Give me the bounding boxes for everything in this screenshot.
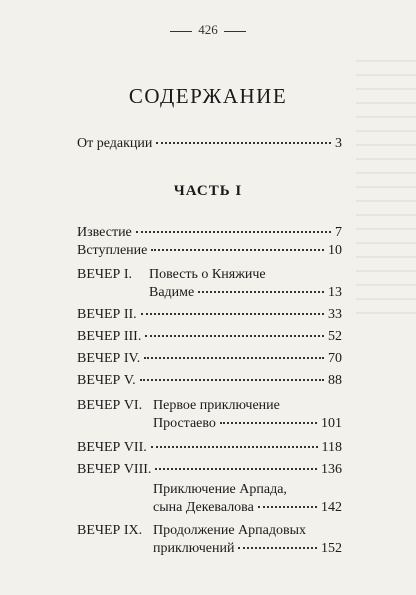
part-heading: ЧАСТЬ I	[173, 183, 243, 199]
leader-dots	[198, 291, 324, 293]
toc-entry-page: 136	[321, 462, 342, 477]
toc-entry-page: 142	[321, 500, 342, 515]
evening-title-line: Продолжение Арпадовых	[153, 523, 306, 538]
toc-entry-page: 13	[328, 285, 342, 300]
page-number-text: 426	[198, 22, 218, 37]
toc-entry-vstuplenie[interactable]	[77, 243, 342, 259]
toc-entry-evening-3[interactable]	[77, 329, 342, 345]
toc-entry-page: 52	[328, 329, 342, 344]
leader-dots	[140, 379, 324, 381]
leader-dots	[151, 249, 324, 251]
leader-dots	[141, 313, 324, 315]
leader-dots	[136, 231, 331, 233]
evening-label: ВЕЧЕР VIII.	[77, 462, 152, 477]
evening-title-line: Вадиме	[149, 285, 195, 300]
evening-title-line: Простаево	[153, 416, 216, 431]
toc-entry-evening-6[interactable]	[153, 416, 342, 432]
toc-entry-label: Известие	[77, 225, 132, 240]
page-number	[0, 22, 416, 38]
toc-entry-page: 152	[321, 541, 342, 556]
toc-entry-page: 88	[328, 373, 342, 388]
evening-label: ВЕЧЕР II.	[77, 307, 137, 322]
leader-dots	[238, 547, 317, 549]
toc-entry-page: 33	[328, 307, 342, 322]
toc-entry-label: Вступление	[77, 243, 148, 258]
toc-entry-intro[interactable]	[77, 136, 342, 152]
toc-entry-evening-9[interactable]	[153, 541, 342, 557]
leader-dots	[151, 446, 318, 448]
toc-entry-evening-1[interactable]	[149, 285, 342, 301]
toc-entry-page: 3	[335, 136, 342, 151]
evening-label: ВЕЧЕР V.	[77, 373, 136, 388]
toc-entry-page: 10	[328, 243, 342, 258]
toc-entry-evening-7[interactable]	[77, 440, 342, 456]
leader-dots	[156, 142, 331, 144]
leader-dots	[155, 468, 317, 470]
leader-dots	[144, 357, 324, 359]
folio-dash-left	[170, 31, 192, 32]
leader-dots	[145, 335, 324, 337]
evening-label: ВЕЧЕР IX.	[77, 523, 143, 538]
evening-title-line: Первое приключение	[153, 398, 280, 413]
leader-dots	[258, 506, 317, 508]
leader-dots	[220, 422, 317, 424]
evening-label: ВЕЧЕР VI.	[77, 398, 143, 413]
evening-title-line: приключений	[153, 541, 235, 556]
toc-entry-page: 70	[328, 351, 342, 366]
toc-entry-evening-4[interactable]	[77, 351, 342, 367]
toc-entry-page: 101	[321, 416, 342, 431]
toc-entry-izvestie[interactable]	[77, 225, 342, 241]
toc-entry-evening-2[interactable]	[77, 307, 342, 323]
toc-entry-page: 7	[335, 225, 342, 240]
folio-dash-right	[224, 31, 246, 32]
evening-title-line: сына Декевалова	[153, 500, 254, 515]
evening-label: ВЕЧЕР I.	[77, 267, 132, 282]
toc-entry-evening-5[interactable]	[77, 373, 342, 389]
evening-label: ВЕЧЕР VII.	[77, 440, 147, 455]
evening-title-line: Приключение Арпада,	[153, 482, 287, 497]
evening-label: ВЕЧЕР IV.	[77, 351, 141, 366]
toc-entry-page: 118	[321, 440, 342, 455]
page-title: СОДЕРЖАНИЕ	[128, 84, 288, 108]
evening-label: ВЕЧЕР III.	[77, 329, 142, 344]
evening-title-line: Повесть о Княжиче	[149, 267, 266, 282]
toc-entry-evening-8[interactable]	[77, 462, 342, 478]
toc-entry-label: От редакции	[77, 136, 153, 151]
toc-entry-arpad[interactable]	[153, 500, 342, 516]
